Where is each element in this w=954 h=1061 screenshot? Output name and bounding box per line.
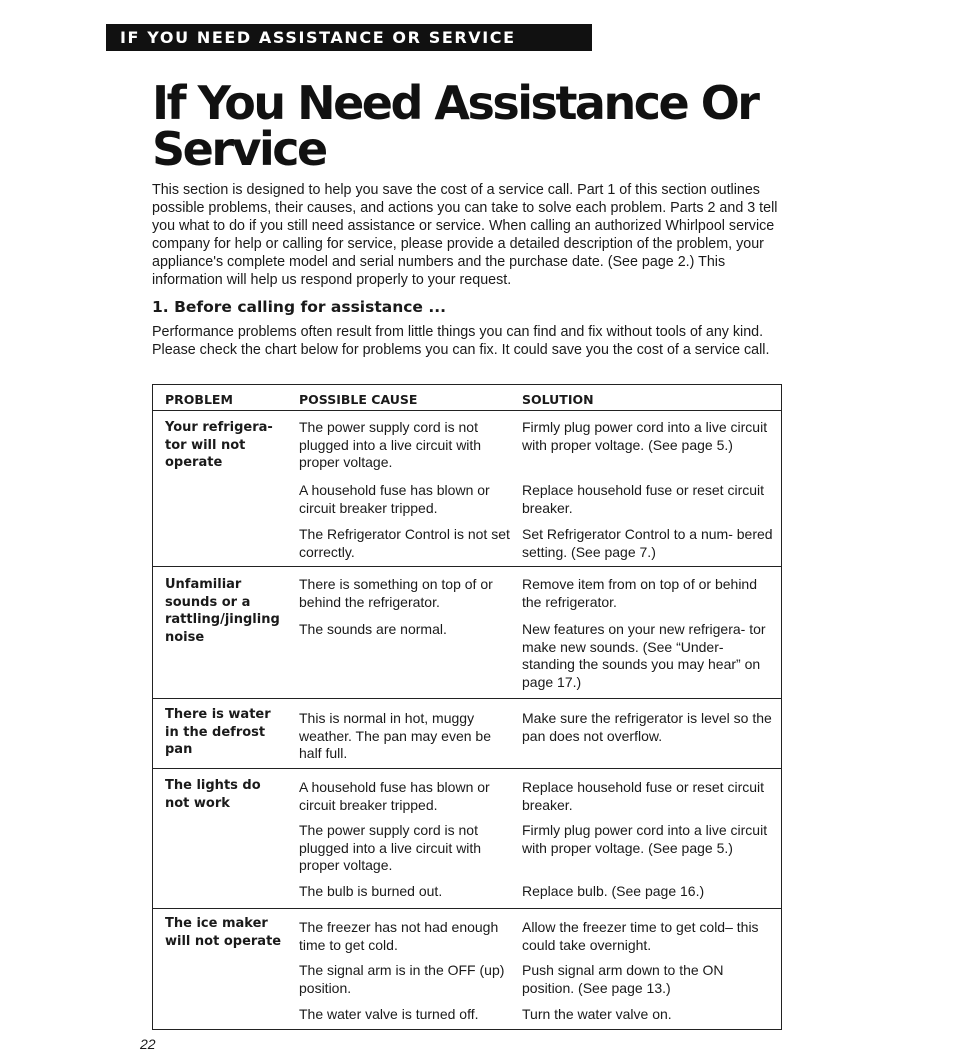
solution-text: Remove item from on top of or behind the refrigerator. [522,576,758,610]
cause-text: The bulb is burned out. [299,883,443,899]
row-divider [153,698,781,699]
solution-text: Turn the water valve on. [522,1006,672,1022]
solution-text: Make sure the refrigerator is level so the pan does not overflow. [522,710,772,744]
column-header-cause: POSSIBLE CAUSE [299,392,418,407]
section-heading: 1. Before calling for assistance ... [152,298,447,316]
cause-text: The Refrigerator Control is not set correctly. [299,526,510,560]
page-title-line-2: Service [152,122,326,176]
cause-text: There is something on top of or behind the refrigerator. [299,576,493,610]
problem-label: There is water in the defrost pan [165,707,271,757]
page-number: 22 [140,1036,156,1052]
cause-text: The freezer has not had enough time to get cold. [299,919,499,953]
problem-label: Unfamiliar sounds or a rattling/jingling noise [165,577,280,645]
cause-text: The sounds are normal. [299,621,447,637]
row-divider [153,768,781,769]
solution-text: Firmly plug power cord into a live circuit with proper voltage. (See page 5.) [522,419,768,453]
troubleshooting-table [152,384,782,1030]
header-divider [153,410,781,411]
cause-text: The power supply cord is not plugged into a live circuit with proper voltage. [299,822,482,873]
cause-text: The power supply cord is not plugged into a live circuit with proper voltage. [299,419,482,470]
problem-label: The lights do not work [165,778,261,811]
intro-paragraph: This section is designed to help you save the cost of a service call. Part 1 of this section outlines possible problems, their causes, and actions you can take to solve each problem. Parts 2 and 3 tell you what to do if you still need assistance or service. When calling an authorized Whirlpool service company for help or calling for service, please provide a detailed description of the problem, your appliance's complete model and serial numbers and the purchase date. (See page 2.) This information will help us respond properly to your request. [152,182,778,288]
problem-label: Your refrigera- tor will not operate [165,420,273,470]
solution-text: Replace household fuse or reset circuit breaker. [522,779,765,813]
solution-text: Replace bulb. (See page 16.) [522,883,705,899]
cause-text: The signal arm is in the OFF (up) position. [299,962,505,996]
solution-text: Allow the freezer time to get cold– this could take overnight. [522,919,759,953]
page-title-line-1: If You Need Assistance Or [152,76,758,130]
solution-text: Replace household fuse or reset circuit breaker. [522,482,765,516]
solution-text: Push signal arm down to the ON position. (See page 13.) [522,962,724,996]
section-banner: IF YOU NEED ASSISTANCE OR SERVICE [106,24,592,51]
cause-text: A household fuse has blown or circuit breaker tripped. [299,779,490,813]
solution-text: Firmly plug power cord into a live circuit with proper voltage. (See page 5.) [522,822,768,856]
solution-text: New features on your new refrigera- tor make new sounds. (See “Under- standing the sounds you may hear” on page 17.) [522,621,766,690]
column-header-solution: SOLUTION [522,392,594,407]
solution-text: Set Refrigerator Control to a num- bered setting. (See page 7.) [522,526,773,560]
section-paragraph: Performance problems often result from little things you can find and fix without tools of any kind. Please check the chart below for problems you can fix. It could save you the cost of a service call. [152,324,770,358]
cause-text: This is normal in hot, muggy weather. The pan may even be half full. [299,710,491,761]
column-header-problem: PROBLEM [165,392,233,407]
cause-text: A household fuse has blown or circuit breaker tripped. [299,482,490,516]
cause-text: The water valve is turned off. [299,1006,479,1022]
row-divider [153,908,781,909]
page-title [152,76,852,176]
problem-label: The ice maker will not operate [165,916,282,949]
row-divider [153,566,781,567]
